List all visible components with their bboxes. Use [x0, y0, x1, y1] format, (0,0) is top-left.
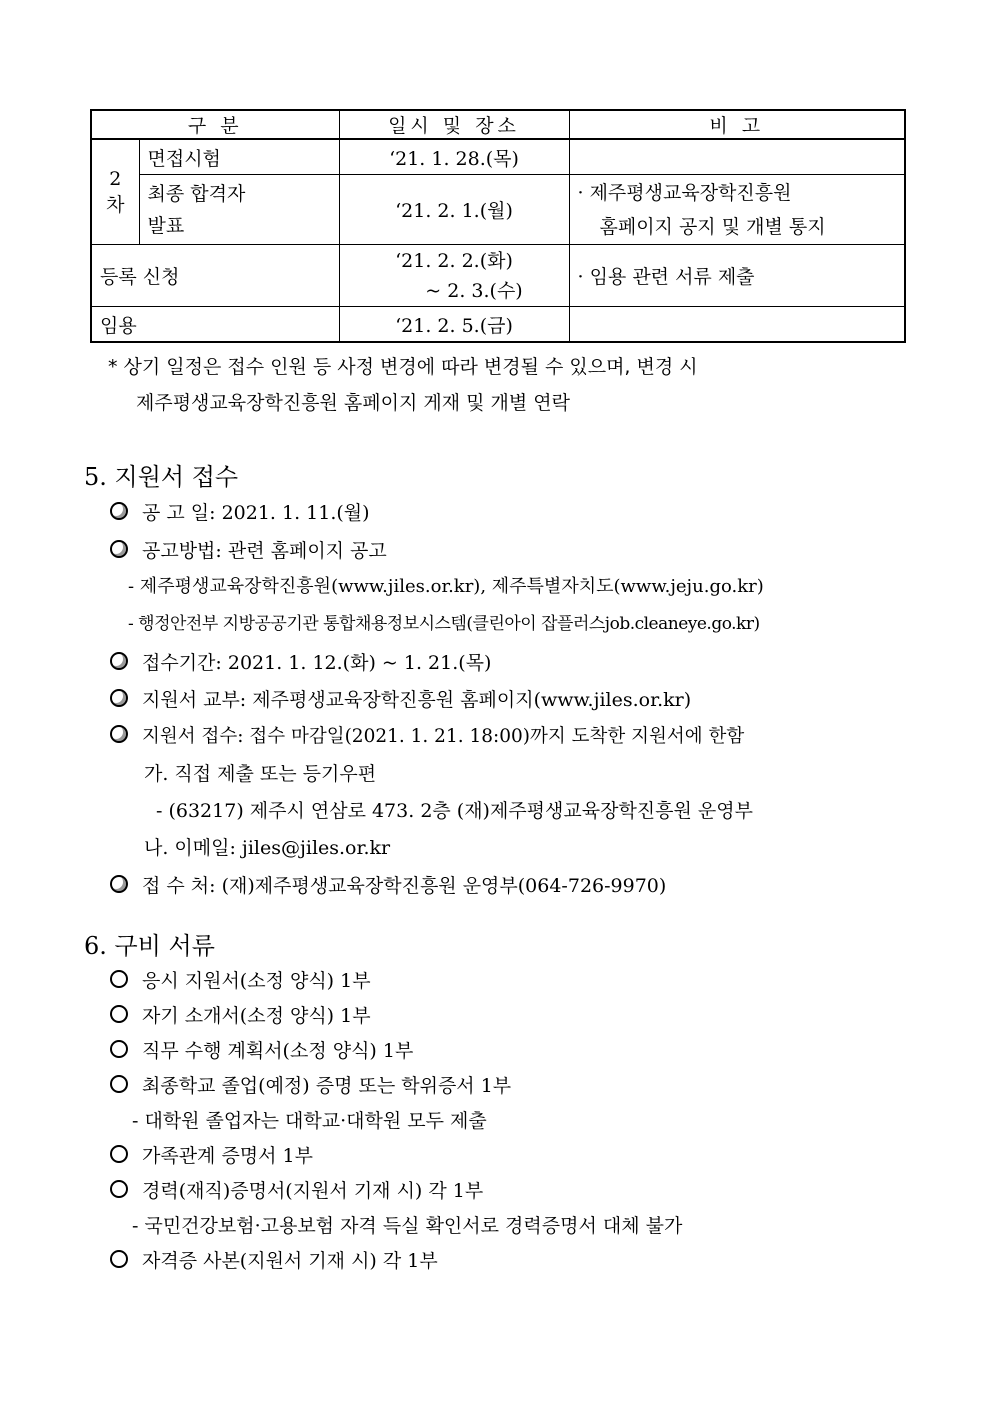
sub-item: - 제주평생교육장학진흥원(www.jiles.or.kr), 제주특별자치도(www.jeju.go.kr) — [128, 576, 764, 597]
circle-bullet-icon — [110, 875, 128, 893]
section5-title: 5. 지원서 접수 — [84, 463, 239, 491]
circle-bullet-icon — [110, 540, 128, 558]
table-row — [91, 175, 905, 245]
row-note — [569, 307, 905, 343]
circle-bullet-icon — [110, 1075, 128, 1093]
list-item: 공고방법: 관련 홈페이지 공고 — [110, 536, 387, 563]
list-item: 접 수 처: (재)제주평생교육장학진흥원 운영부(064-726-9970) — [110, 871, 666, 898]
row-note: · 임용 관련 서류 제출 — [569, 245, 905, 307]
sub-item: 나. 이메일: jiles@jiles.or.kr — [144, 837, 391, 859]
circle-bullet-icon — [110, 689, 128, 707]
circle-bullet-icon — [110, 725, 128, 743]
list-item: 가족관계 증명서 1부 — [110, 1141, 313, 1168]
stage-label: 2 차 — [91, 139, 139, 245]
table-row — [91, 245, 905, 307]
list-item: 자격증 사본(지원서 기재 시) 각 1부 — [110, 1246, 438, 1273]
list-item: 지원서 접수: 접수 마감일(2021. 1. 21. 18:00)까지 도착한 지원서에 한함 — [110, 722, 744, 748]
row-category: 최종 합격자 발표 — [139, 175, 339, 245]
circle-bullet-icon — [110, 652, 128, 670]
sub-item: 가. 직접 제출 또는 등기우편 — [144, 763, 377, 785]
circle-bullet-icon — [110, 1005, 128, 1023]
header-date-place: 일시 및 장소 — [339, 110, 569, 139]
row-note — [569, 139, 905, 175]
row-date: ‘21. 2. 1.(월) — [339, 175, 569, 245]
footnote-cont: 제주평생교육장학진흥원 홈페이지 게재 및 개별 연락 — [136, 392, 570, 414]
table-row — [91, 307, 905, 343]
sub-item: - (63217) 제주시 연삼로 473. 2층 (재)제주평생교육장학진흥원 운영부 — [156, 800, 753, 822]
header-remarks: 비 고 — [569, 110, 905, 139]
section6-title: 6. 구비 서류 — [84, 932, 215, 960]
list-item: 자기 소개서(소정 양식) 1부 — [110, 1001, 371, 1028]
circle-bullet-icon — [110, 1040, 128, 1058]
row-category: 임용 — [91, 307, 339, 343]
table-row — [91, 139, 905, 175]
row-category: 면접시험 — [139, 139, 339, 175]
row-date: ‘21. 2. 2.(화) ~ 2. 3.(수) — [339, 245, 569, 307]
table-header-row — [91, 110, 905, 139]
circle-bullet-icon — [110, 502, 128, 520]
row-date: ‘21. 2. 5.(금) — [339, 307, 569, 343]
header-category: 구 분 — [91, 110, 339, 139]
list-item: 최종학교 졸업(예정) 증명 또는 학위증서 1부 — [110, 1071, 511, 1098]
row-note: · 제주평생교육장학진흥원 홈페이지 공지 및 개별 통지 — [569, 175, 905, 245]
row-date: ‘21. 1. 28.(목) — [339, 139, 569, 175]
row-category: 등록 신청 — [91, 245, 339, 307]
circle-bullet-icon — [110, 1250, 128, 1268]
circle-bullet-icon — [110, 1145, 128, 1163]
sub-item: - 국민건강보험·고용보험 자격 득실 확인서로 경력증명서 대체 불가 — [132, 1215, 683, 1237]
footnote: * 상기 일정은 접수 인원 등 사정 변경에 따라 변경될 수 있으며, 변경 시 — [108, 356, 698, 378]
sub-item: - 행정안전부 지방공공기관 통합채용정보시스템(클린아이 잡플러스job.cleaneye.go.kr) — [128, 614, 760, 634]
list-item: 접수기간: 2021. 1. 12.(화) ~ 1. 21.(목) — [110, 648, 491, 675]
sub-item: - 대학원 졸업자는 대학교·대학원 모두 제출 — [132, 1110, 487, 1132]
list-item: 경력(재직)증명서(지원서 기재 시) 각 1부 — [110, 1176, 483, 1203]
list-item: 직무 수행 계획서(소정 양식) 1부 — [110, 1036, 413, 1063]
list-item: 공 고 일: 2021. 1. 11.(월) — [110, 498, 370, 525]
circle-bullet-icon — [110, 1180, 128, 1198]
list-item: 응시 지원서(소정 양식) 1부 — [110, 966, 371, 993]
circle-bullet-icon — [110, 970, 128, 988]
list-item: 지원서 교부: 제주평생교육장학진흥원 홈페이지(www.jiles.or.kr) — [110, 685, 691, 712]
schedule-table — [90, 109, 906, 343]
